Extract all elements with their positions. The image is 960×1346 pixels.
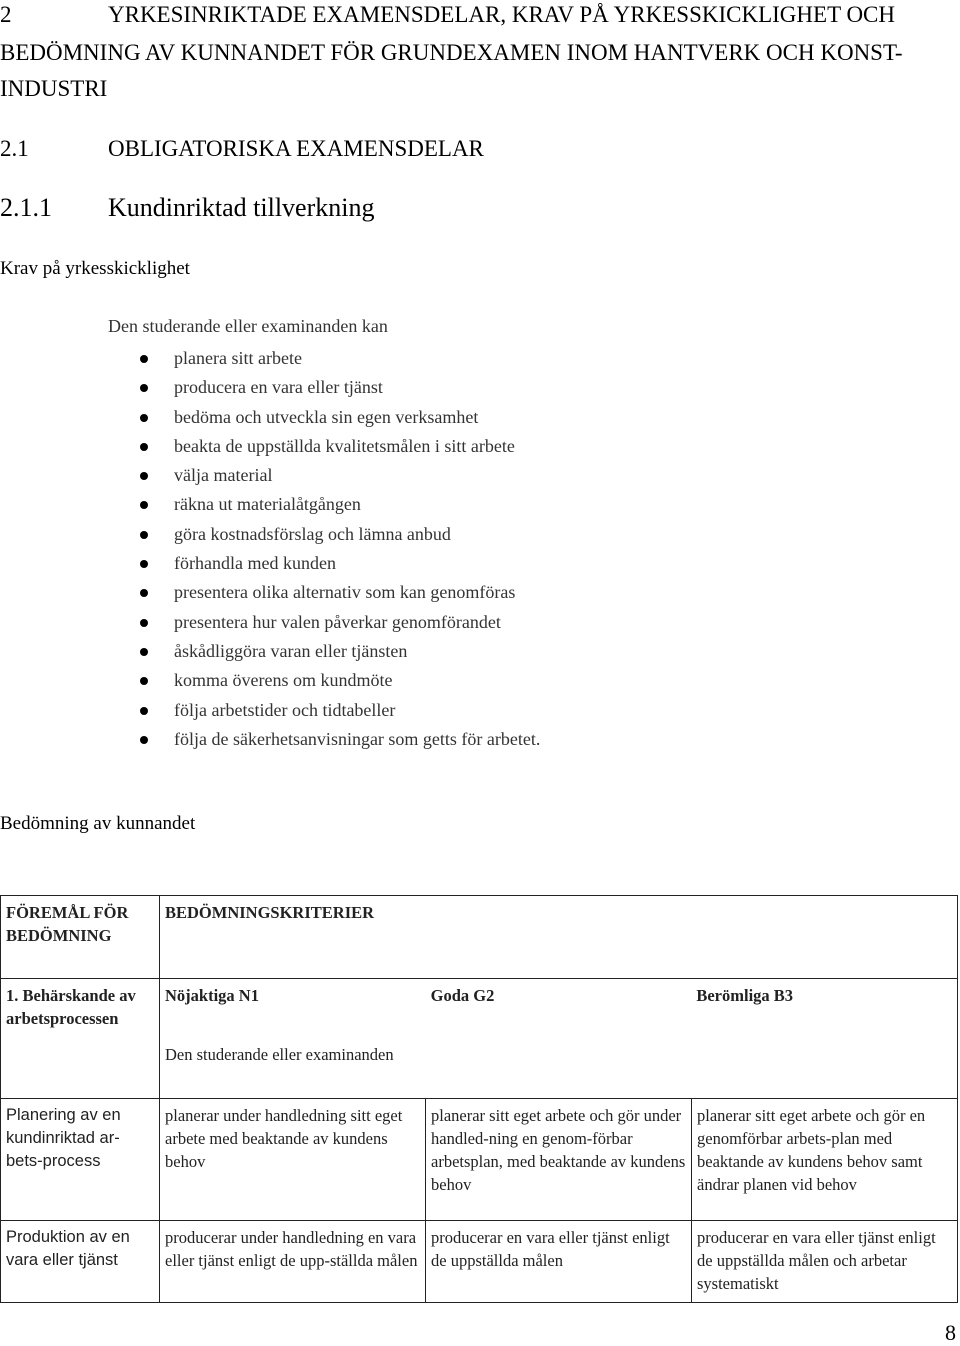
list-item: följa de säkerhetsanvisningar som getts för arbetet.	[140, 725, 540, 754]
section-krav-heading: Krav på yrkesskicklighet	[0, 258, 190, 279]
section-bedomning-heading: Bedömning av kunnandet	[0, 813, 196, 834]
table-header-row	[1, 896, 958, 979]
list-item: göra kostnadsförslag och lämna anbud	[140, 520, 540, 549]
heading-2-1-1-number: 2.1.1	[0, 193, 52, 222]
page-number: 8	[945, 1320, 956, 1345]
main-heading-line2: BEDÖMNING AV KUNNANDET FÖR GRUNDEXAMEN INOM HANTVERK OCH KONST-	[0, 40, 903, 65]
heading-2-1	[0, 130, 960, 168]
group-label: 1. Behärskande av arbetsprocessen	[1, 979, 160, 1099]
level-n1: Nöjaktiga N1	[165, 986, 259, 1005]
heading-2-1-1	[0, 189, 960, 227]
requirements-intro: Den studerande eller examinanden kan	[108, 316, 388, 336]
level-g2: Goda G2	[430, 986, 495, 1005]
row-b3: producerar en vara eller tjänst enligt de uppställda målen och arbetar systematiskt	[692, 1221, 958, 1303]
list-item: följa arbetstider och tidtabeller	[140, 696, 540, 725]
list-item: planera sitt arbete	[140, 344, 540, 373]
level-b3: Berömliga B3	[696, 986, 794, 1005]
table-row	[1, 1221, 958, 1303]
requirements-list	[140, 344, 540, 754]
row-object: Produktion av en vara eller tjänst	[1, 1221, 160, 1303]
row-n1: planerar under handledning sitt eget arbete med beaktande av kundens behov	[160, 1099, 426, 1221]
table-levels-row	[1, 979, 958, 1099]
levels-row	[160, 979, 957, 1043]
list-item: räkna ut materialåtgången	[140, 490, 540, 519]
list-item: välja material	[140, 461, 540, 490]
main-heading-number: 2	[0, 2, 12, 27]
list-item: producera en vara eller tjänst	[140, 373, 540, 402]
row-g2: planerar sitt eget arbete och gör under handled-ning en genom-förbar arbetsplan, med beaktande av kundens behov	[426, 1099, 692, 1221]
list-item: åskådliggöra varan eller tjänsten	[140, 637, 540, 666]
row-n1: producerar under handledning en vara eller tjänst enligt de upp-ställda målen	[160, 1221, 426, 1303]
row-b3: planerar sitt eget arbete och gör en genomförbar arbets-plan med beaktande av kundens behov samt ändrar planen vid behov	[692, 1099, 958, 1221]
levels-cell	[160, 979, 958, 1099]
row-g2: producerar en vara eller tjänst enligt de uppställda målen	[426, 1221, 692, 1303]
subject-line: Den studerande eller examinanden	[165, 1045, 394, 1064]
list-item: beakta de uppställda kvalitetsmålen i sitt arbete	[140, 432, 540, 461]
row-object: Planering av en kundinriktad ar-bets-process	[1, 1099, 160, 1221]
list-item: presentera olika alternativ som kan genomföras	[140, 578, 540, 607]
heading-2-1-1-text: Kundinriktad tillverkning	[108, 193, 375, 222]
table-row	[1, 1099, 958, 1221]
header-criteria: BEDÖMNINGSKRITERIER	[160, 896, 958, 979]
main-heading-line1: YRKESINRIKTADE EXAMENSDELAR, KRAV PÅ YRKESSKICKLIGHET OCH	[108, 2, 896, 27]
main-heading	[0, 0, 960, 110]
heading-2-1-number: 2.1	[0, 136, 29, 161]
criteria-table	[0, 895, 958, 1303]
list-item: komma överens om kundmöte	[140, 666, 540, 695]
list-item: presentera hur valen påverkar genomförandet	[140, 608, 540, 637]
main-heading-line3: INDUSTRI	[0, 76, 108, 101]
list-item: bedöma och utveckla sin egen verksamhet	[140, 403, 540, 432]
list-item: förhandla med kunden	[140, 549, 540, 578]
heading-2-1-text: OBLIGATORISKA EXAMENSDELAR	[108, 136, 484, 161]
header-object: FÖREMÅL FÖR BEDÖMNING	[1, 896, 160, 979]
